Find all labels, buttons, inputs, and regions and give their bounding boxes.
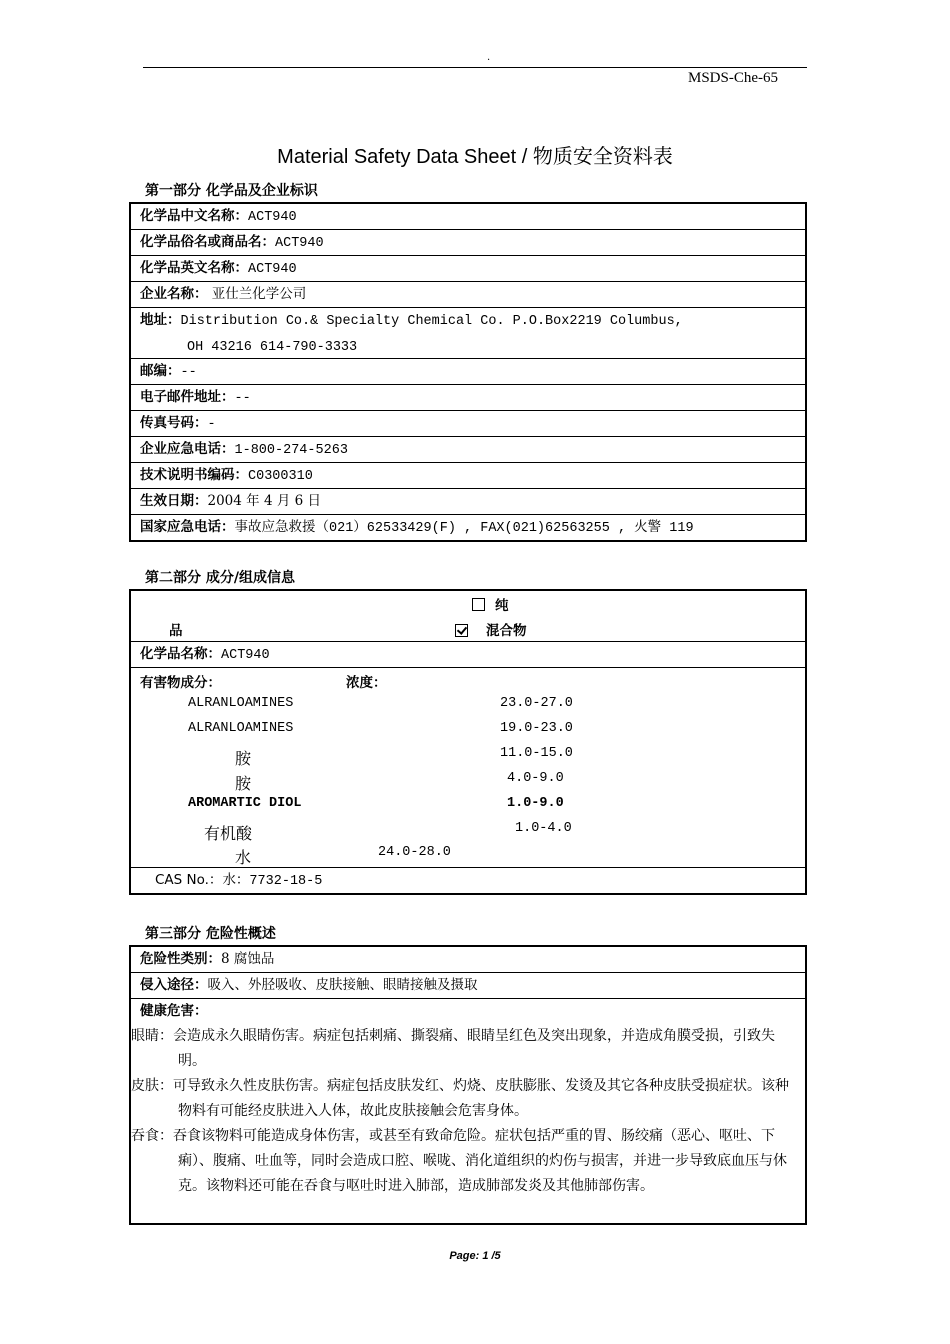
component-name: ALRANLOAMINES	[188, 721, 294, 736]
component-conc: 1.0-9.0	[507, 796, 564, 811]
section2-heading: 第二部分 成分/组成信息	[145, 570, 295, 586]
component-conc: 4.0-9.0	[507, 771, 564, 786]
header-dot: .	[487, 52, 491, 63]
component-name: 水	[235, 848, 252, 867]
component-name: AROMARTIC DIOL	[188, 796, 302, 811]
component-name: 胺	[235, 749, 252, 768]
section3-heading: 第三部分 危险性概述	[145, 926, 276, 942]
table-row: 化学品英文名称：ACT940	[131, 256, 805, 282]
header-rule	[143, 67, 807, 68]
pure-label: 纯	[495, 598, 509, 614]
hazard-components-label: 有害物成分：	[140, 675, 221, 691]
table-row: 国家应急电话：事故应急救援（021）62533429(F) , FAX(021)62563255 , 火警 119	[140, 519, 694, 536]
pure-label-2: 品	[169, 623, 183, 639]
component-conc: 11.0-15.0	[500, 746, 573, 761]
page-title: Material Safety Data Sheet / 物质安全资料表	[277, 146, 673, 168]
component-conc: 1.0-4.0	[515, 821, 572, 836]
component-conc: 24.0-28.0	[378, 845, 451, 860]
table-row: 企业应急电话：1-800-274-5263	[131, 437, 805, 463]
table-row: 生效日期：2004 年 4 月 6 日	[131, 489, 805, 515]
components-block	[131, 668, 805, 868]
table-row: 邮编：--	[131, 359, 805, 385]
hazard-class-row: 危险性类别：8 腐蚀品	[131, 947, 805, 973]
eyes-paragraph: 眼睛：会造成永久眼睛伤害。病症包括刺痛、撕裂痛、眼睛呈红色及突出现象，并造成角膜受损，引致失明。	[131, 1028, 775, 1069]
mixture-checkbox[interactable]	[455, 621, 468, 640]
section2-table	[129, 589, 807, 895]
cas-row: CAS No.：水：7732-18-5	[155, 872, 323, 889]
product-type-row	[131, 591, 805, 642]
component-name: 有机酸	[204, 824, 253, 843]
health-hazard-block	[131, 999, 805, 1199]
table-row: 技术说明书编码：C0300310	[131, 463, 805, 489]
page-footer: Page: 1 /5	[449, 1250, 501, 1262]
table-row-address: 地址：Distribution Co.& Specialty Chemical Co. P.O.Box2219 Columbus, OH 43216 614-790-3333	[131, 308, 805, 359]
chem-name-row: 化学品名称：ACT940	[131, 642, 805, 668]
concentration-label: 浓度：	[346, 675, 387, 691]
pure-checkbox[interactable]	[472, 595, 485, 614]
document-id: MSDS-Che-65	[688, 70, 779, 86]
component-conc: 19.0-23.0	[500, 721, 573, 736]
component-conc: 23.0-27.0	[500, 696, 573, 711]
health-hazard-label: 健康危害：	[140, 1003, 208, 1019]
section1-table	[129, 202, 807, 542]
table-row: 电子邮件地址：--	[131, 385, 805, 411]
table-row: 传真号码：-	[131, 411, 805, 437]
component-name: ALRANLOAMINES	[188, 696, 294, 711]
section3-table	[129, 945, 807, 1225]
table-row: 化学品俗名或商品名：ACT940	[131, 230, 805, 256]
table-row: 化学品中文名称：ACT940	[131, 204, 805, 230]
ingestion-paragraph: 吞食：吞食该物料可能造成身体伤害，或甚至有致命危险。症状包括严重的胃、肠绞痛（恶心、呕吐、下痢）、腹痛、吐血等，同时会造成口腔、喉咙、消化道组织的灼伤与损害，并进一步导致底血压与休克。该物料还可能在吞食与呕吐时进入肺部，造成肺部发炎及其他肺部伤害。	[131, 1128, 787, 1194]
component-name: 胺	[235, 774, 252, 793]
route-row: 侵入途径：吸入、外胫吸收、皮肤接触、眼睛接触及摄取	[131, 973, 805, 999]
table-row: 企业名称： 亚仕兰化学公司	[131, 282, 805, 308]
mixture-label: 混合物	[486, 623, 527, 639]
section1-heading: 第一部分 化学品及企业标识	[145, 183, 318, 199]
skin-paragraph: 皮肤：可导致永久性皮肤伤害。病症包括皮肤发红、灼烧、皮肤膨胀、发烫及其它各种皮肤受损症状。该种物料有可能经皮肤进入人体，故此皮肤接触会危害身体。	[131, 1078, 789, 1119]
